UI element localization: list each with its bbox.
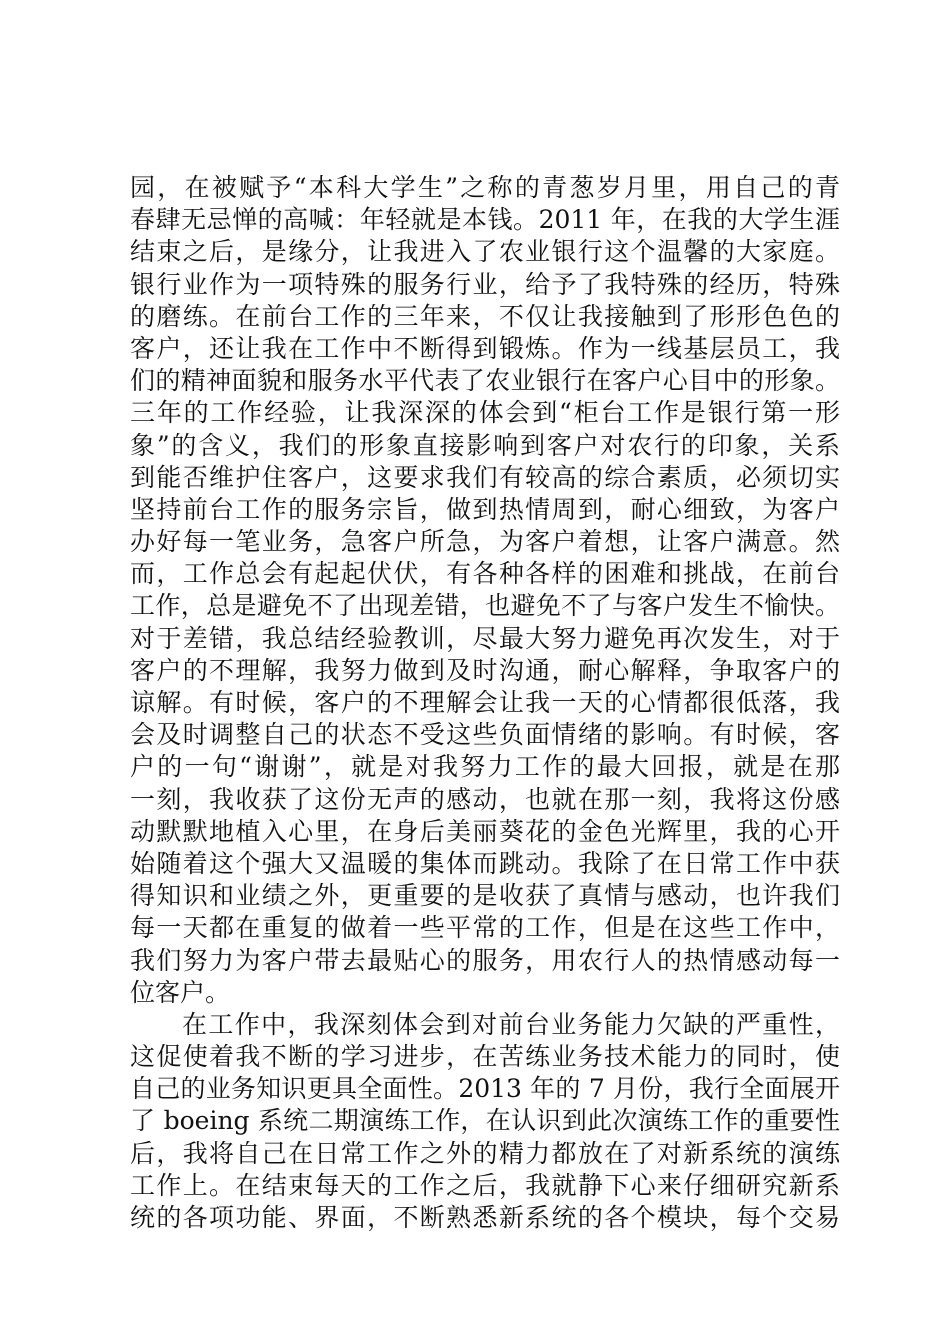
text-line: 客户的不理解，我努力做到及时沟通，耐心解释，争取客户的 <box>130 655 840 685</box>
text-line: 办好每一笔业务，急客户所急，为客户着想，让客户满意。然 <box>130 527 840 557</box>
text-line: 每一天都在重复的做着一些平常的工作，但是在这些工作中， <box>130 913 840 943</box>
text-line: 户的一句“谢谢”，就是对我努力工作的最大回报，就是在那 <box>130 752 840 782</box>
text-line: 银行业作为一项特殊的服务行业，给予了我特殊的经历，特殊 <box>130 269 840 299</box>
text-line: 后，我将自己在日常工作之外的精力都放在了对新系统的演练 <box>130 1138 840 1168</box>
text-line: 三年的工作经验，让我深深的体会到“柜台工作是银行第一形 <box>130 398 840 428</box>
text-line: 客户，还让我在工作中不断得到锻炼。作为一线基层员工，我 <box>130 333 840 363</box>
text-line: 坚持前台工作的服务宗旨，做到热情周到，耐心细致，为客户 <box>130 494 840 524</box>
text-line: 园，在被赋予“本科大学生”之称的青葱岁月里，用自己的青 <box>130 173 840 202</box>
text-line: 们的精神面貌和服务水平代表了农业银行在客户心目中的形象。 <box>130 366 840 396</box>
text-line: 会及时调整自己的状态不受这些负面情绪的影响。有时候，客 <box>130 720 840 750</box>
text-line: 到能否维护住客户，这要求我们有较高的综合素质，必须切实 <box>130 462 840 492</box>
text-line: 了 boeing 系统二期演练工作，在认识到此次演练工作的重要性 <box>130 1106 840 1136</box>
text-line: 在工作中，我深刻体会到对前台业务能力欠缺的严重性， <box>182 1009 840 1039</box>
paragraph-2 <box>130 1009 840 1234</box>
text-line: 谅解。有时候，客户的不理解会让我一天的心情都很低落，我 <box>130 688 840 717</box>
text-line: 春肆无忌惮的高喊：年轻就是本钱。2011 年，在我的大学生涯 <box>130 205 840 235</box>
text-line: 始随着这个强大又温暖的集体而跳动。我除了在日常工作中获 <box>130 848 840 878</box>
text-line: 动默默地植入心里，在身后美丽葵花的金色光辉里，我的心开 <box>130 816 840 846</box>
text-line: 统的各项功能、界面，不断熟悉新系统的各个模块，每个交易 <box>130 1203 840 1232</box>
text-line: 自己的业务知识更具全面性。2013 年的 7 月份，我行全面展开 <box>130 1074 840 1104</box>
text-line: 而，工作总会有起起伏伏，有各种各样的困难和挑战，在前台 <box>130 559 840 589</box>
paragraph-1 <box>130 172 840 1009</box>
text-line: 得知识和业绩之外，更重要的是收获了真情与感动，也许我们 <box>130 881 840 911</box>
text-line: 位客户。 <box>130 977 231 1007</box>
text-line: 结束之后，是缘分，让我进入了农业银行这个温馨的大家庭。 <box>130 237 840 267</box>
document-page <box>130 172 840 1234</box>
text-line: 工作上。在结束每天的工作之后，我就静下心来仔细研究新系 <box>130 1170 840 1200</box>
text-line: 一刻，我收获了这份无声的感动，也就在那一刻，我将这份感 <box>130 784 840 814</box>
text-line: 的磨练。在前台工作的三年来，不仅让我接触到了形形色色的 <box>130 301 840 331</box>
text-line: 工作，总是避免不了出现差错，也避免不了与客户发生不愉快。 <box>130 591 840 621</box>
text-line: 这促使着我不断的学习进步，在苦练业务技术能力的同时，使 <box>130 1042 840 1072</box>
text-line: 象”的含义，我们的形象直接影响到客户对农行的印象，关系 <box>130 430 840 460</box>
text-line: 对于差错，我总结经验教训，尽最大努力避免再次发生，对于 <box>130 623 840 653</box>
text-line: 我们努力为客户带去最贴心的服务，用农行人的热情感动每一 <box>130 945 840 975</box>
